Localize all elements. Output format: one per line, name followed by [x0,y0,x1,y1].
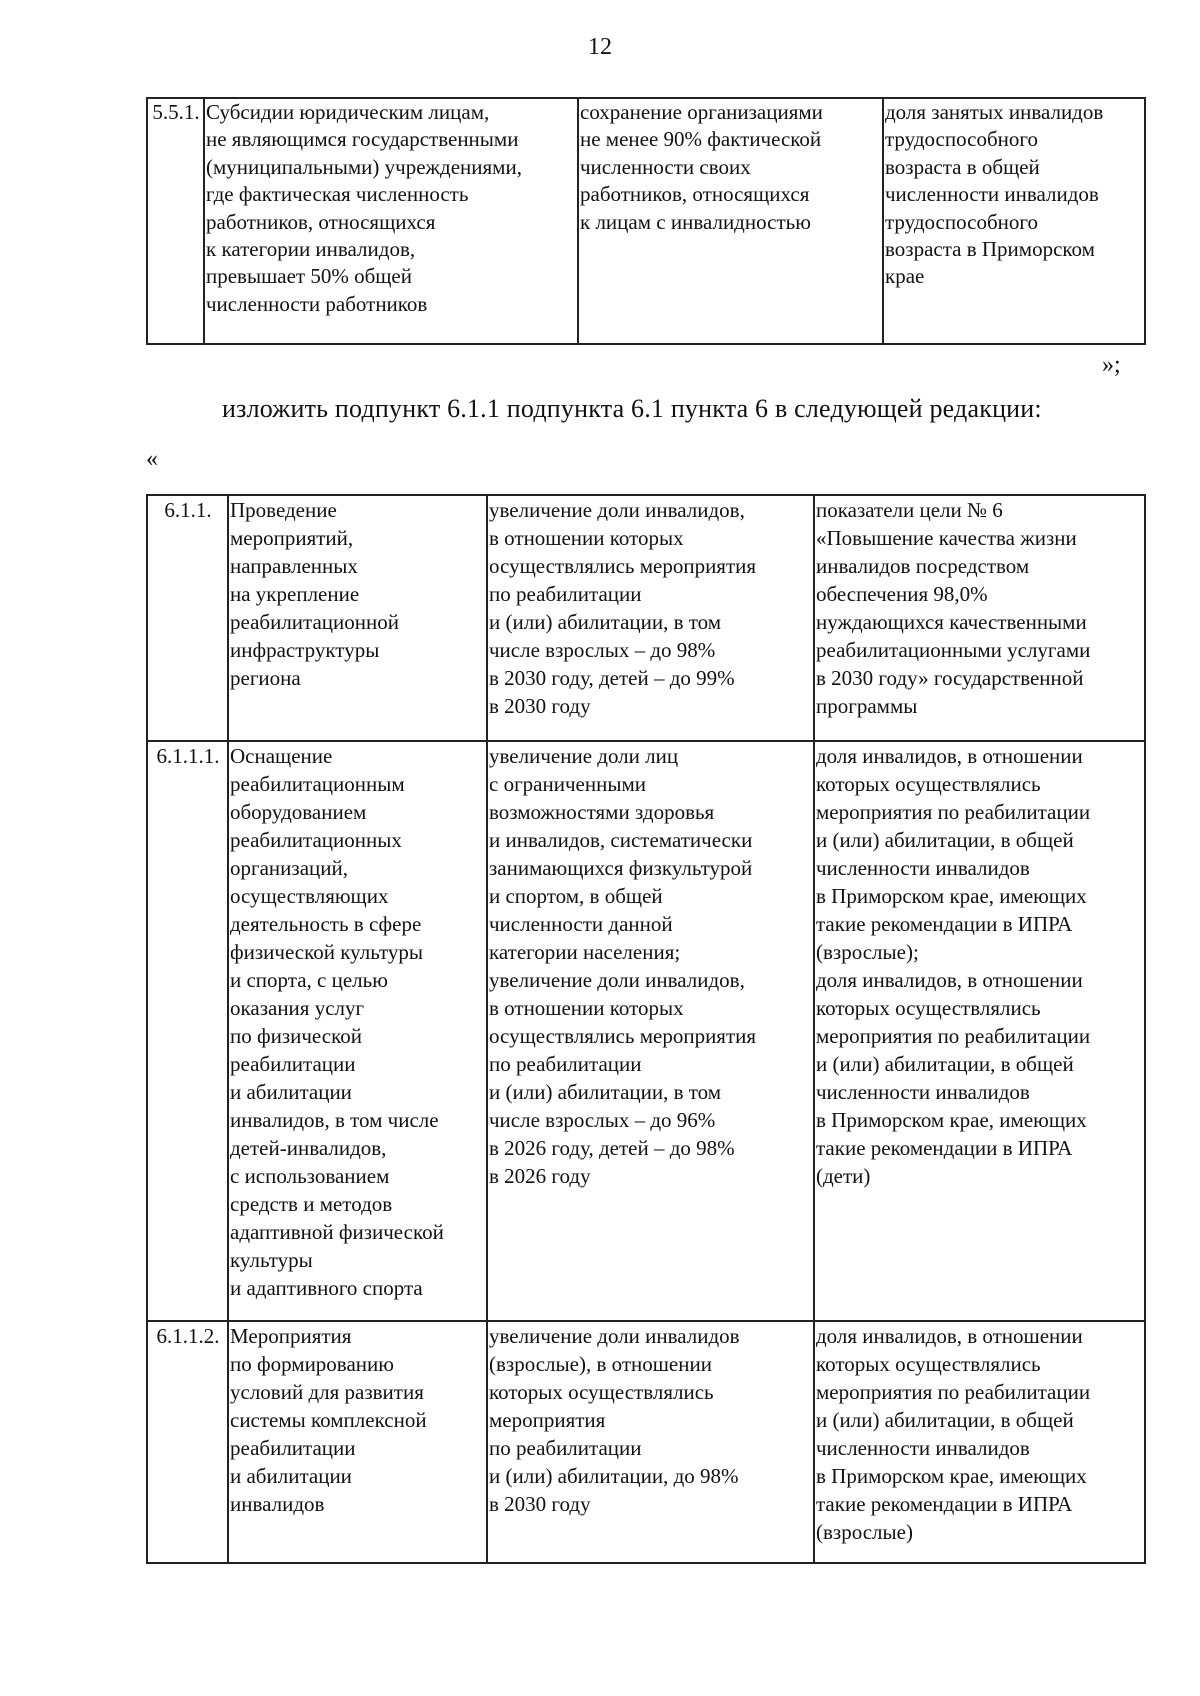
opening-quote: « [146,446,158,472]
item-name: Оснащение реабилитационным оборудованием реабилитационных организаций, осуществляющих деятельность в сфере физической культуры и спорта, с целью оказания услуг по физической реабилитации и абилитации инвалидов, в том числе детей-инвалидов, с использованием средств и методов адаптивной физической культуры и адаптивного спорта [228,741,487,1321]
item-indicator: доля занятых инвалидов трудоспособного возраста в общей численности инвалидов трудоспособного возраста в Приморском крае [883,98,1145,344]
item-indicator: показатели цели № 6 «Повышение качества жизни инвалидов посредством обеспечения 98,0% нуждающихся качественными реабилитационными услугами в 2030 году» государственной программы [814,495,1145,741]
item-result: увеличение доли инвалидов (взрослые), в отношении которых осуществлялись мероприятия по реабилитации и (или) абилитации, до 98% в 2030 году [487,1321,814,1563]
item-result: увеличение доли инвалидов, в отношении которых осуществлялись мероприятия по реабилитации и (или) абилитации, в том числе взрослых – до 98% в 2030 году, детей – до 99% в 2030 году [487,495,814,741]
item-name: Проведение мероприятий, направленных на укрепление реабилитационной инфраструктуры региона [228,495,487,741]
item-result: сохранение организациями не менее 90% фактической численности своих работников, относящихся к лицам с инвалидностью [578,98,883,344]
table-5-5-1 [146,97,1146,345]
instruction-text: изложить подпункт 6.1.1 подпункта 6.1 пункта 6 в следующей редакции: [222,394,1042,423]
table-row [147,741,1145,1321]
item-number: 6.1.1. [147,495,228,741]
item-name: Субсидии юридическим лицам, не являющимся государственными (муниципальными) учреждениями, где фактическая численность работников, относящихся к категории инвалидов, превышает 50% общей численности работников [204,98,578,344]
item-indicator: доля инвалидов, в отношении которых осуществлялись мероприятия по реабилитации и (или) абилитации, в общей численности инвалидов в Приморском крае, имеющих такие рекомендации в ИПРА (взрослые) [814,1321,1145,1563]
table-row [147,1321,1145,1563]
item-number: 5.5.1. [147,98,204,344]
table-6-1-1 [146,494,1146,1564]
closing-quote: »; [1102,352,1121,378]
item-number: 6.1.1.2. [147,1321,228,1563]
table-row [147,495,1145,741]
page-number: 12 [588,34,612,60]
item-result: увеличение доли лиц с ограниченными возможностями здоровья и инвалидов, систематически занимающихся физкультурой и спортом, в общей численности данной категории населения; увеличение доли инвалидов, в отношении которых осуществлялись мероприятия по реабилитации и (или) абилитации, в том числе взрослых – до 96% в 2026 году, детей – до 98% в 2026 году [487,741,814,1321]
item-name: Мероприятия по формированию условий для развития системы комплексной реабилитации и абилитации инвалидов [228,1321,487,1563]
item-indicator: доля инвалидов, в отношении которых осуществлялись мероприятия по реабилитации и (или) абилитации, в общей численности инвалидов в Приморском крае, имеющих такие рекомендации в ИПРА (взрослые); доля инвалидов, в отношении которых осуществлялись мероприятия по реабилитации и (или) абилитации, в общей численности инвалидов в Приморском крае, имеющих такие рекомендации в ИПРА (дети) [814,741,1145,1321]
table-row [147,98,1145,344]
item-number: 6.1.1.1. [147,741,228,1321]
